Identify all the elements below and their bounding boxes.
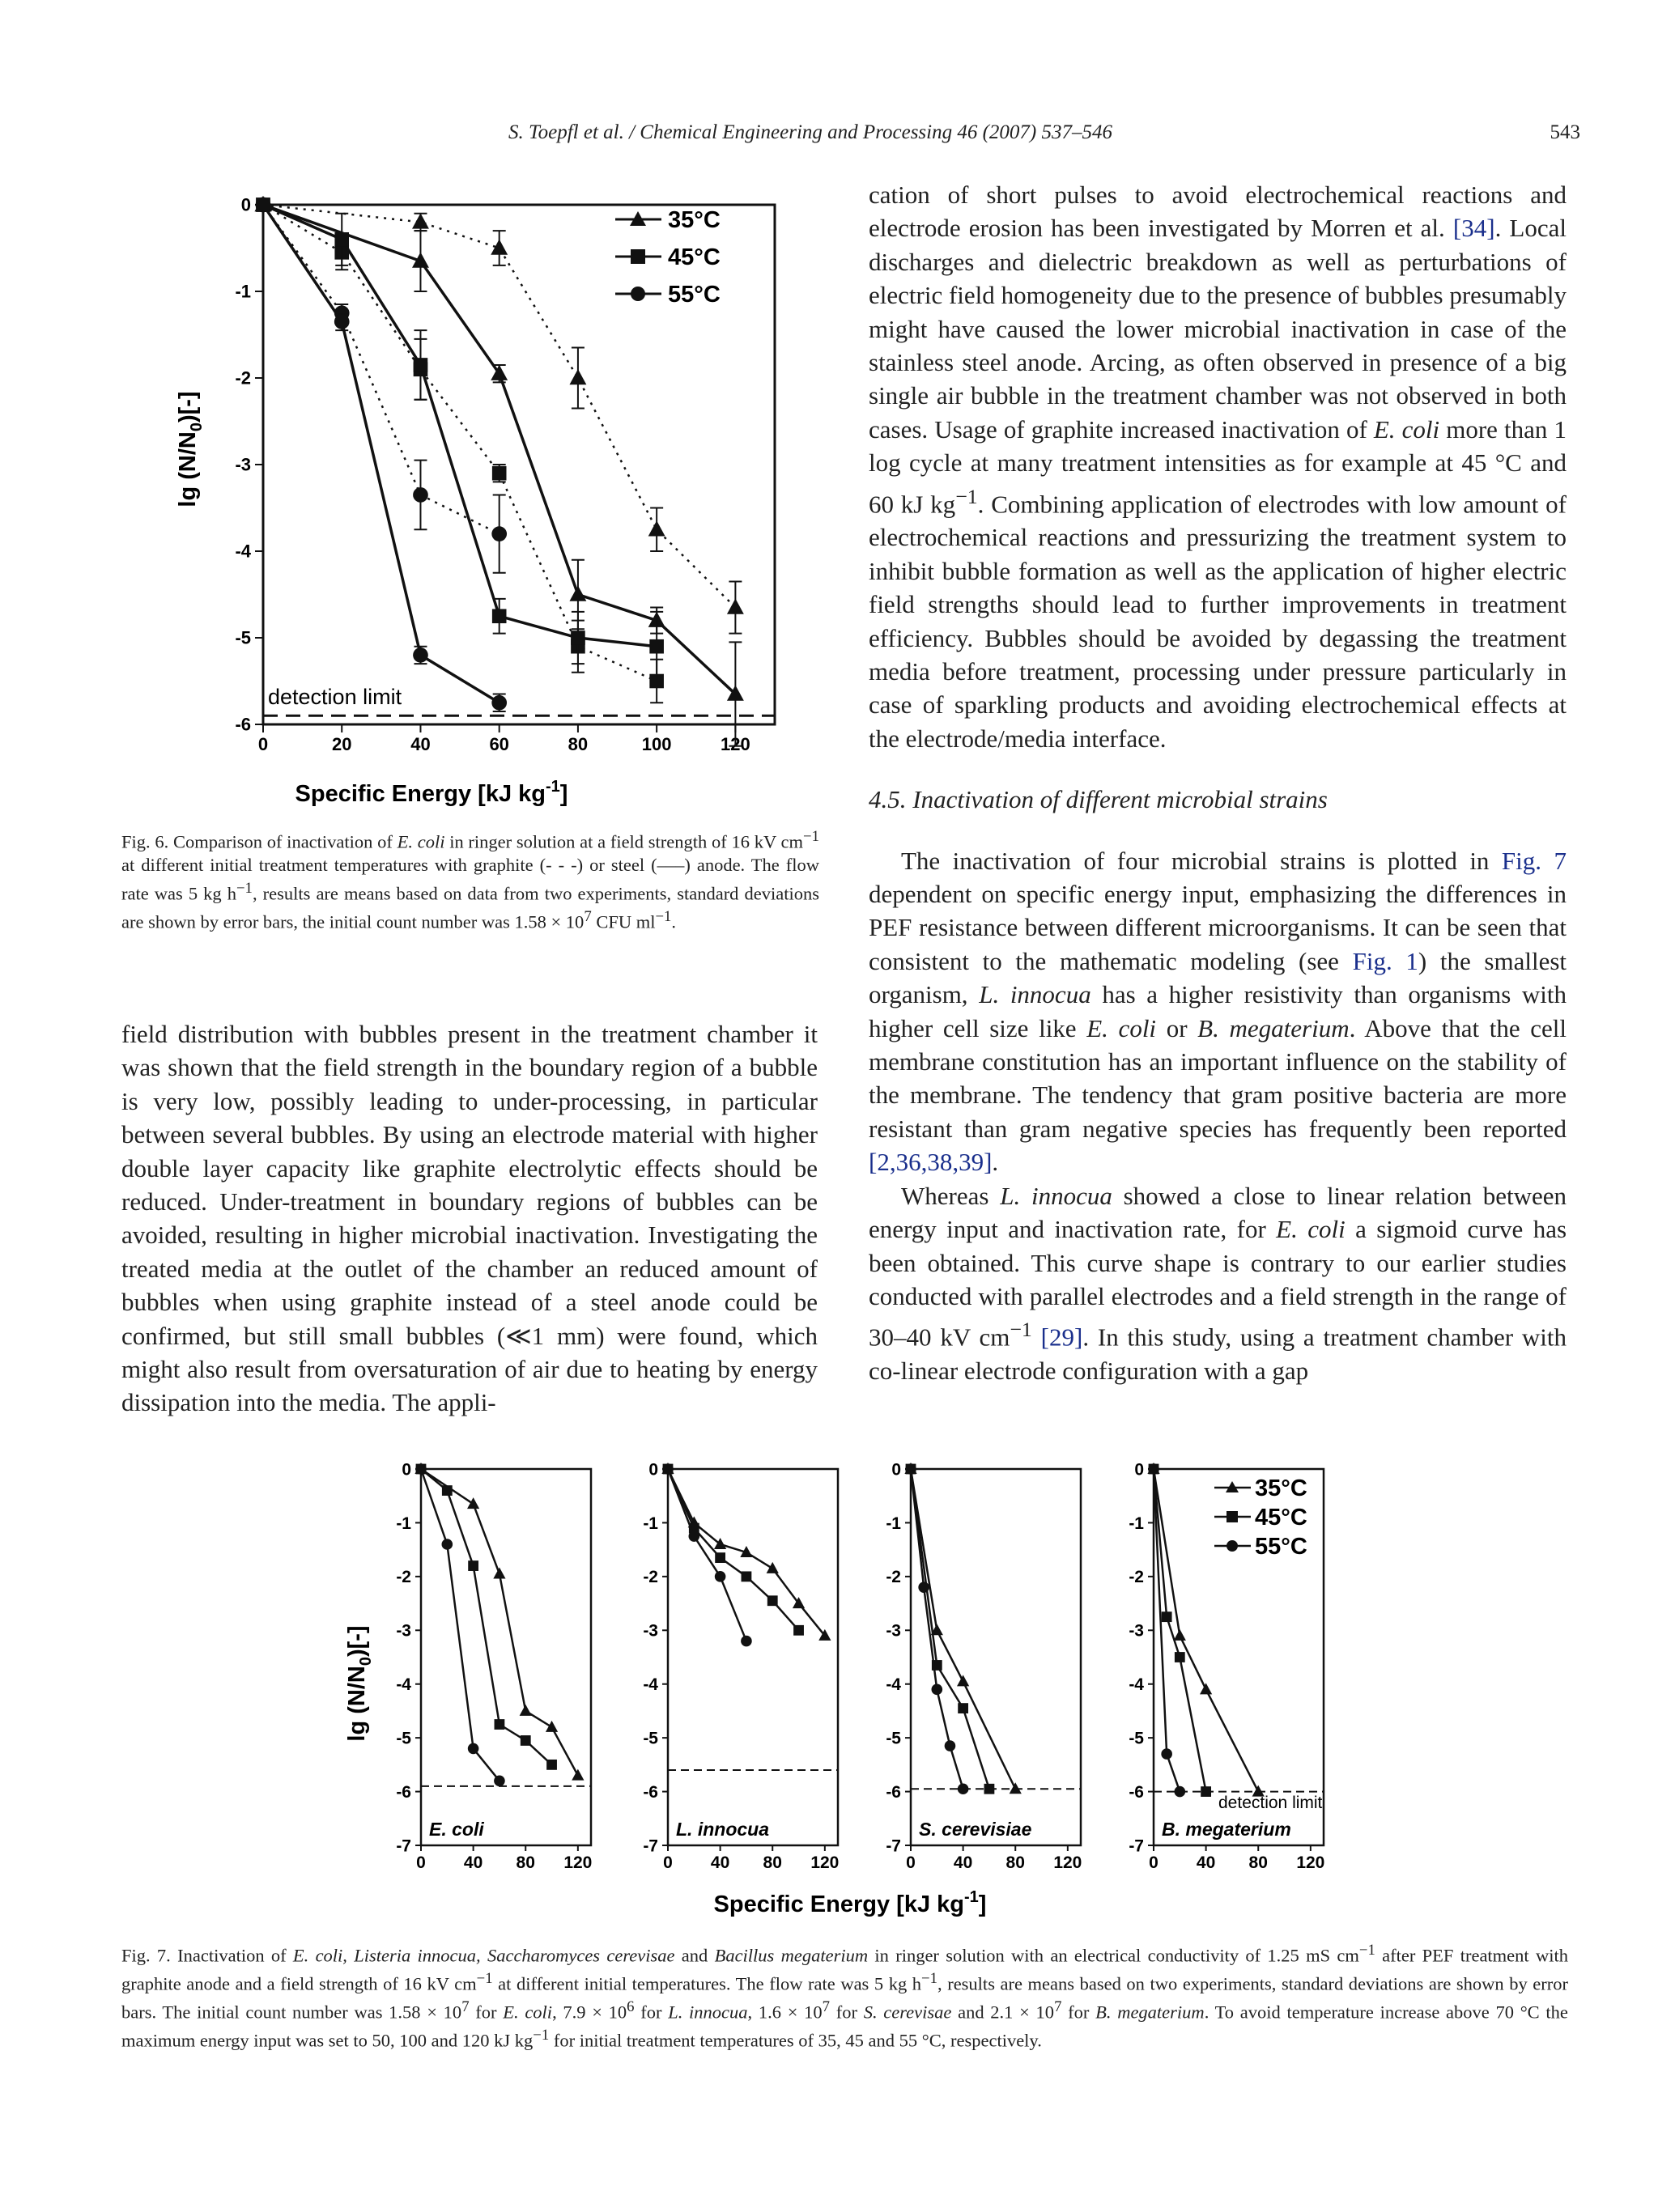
fig6-legend-55: 55°C bbox=[668, 282, 721, 308]
y-tick-label: -4 bbox=[643, 1675, 658, 1695]
y-tick-label: -4 bbox=[235, 541, 251, 562]
x-tick-label: 120 bbox=[1296, 1853, 1325, 1872]
fig7-legend-45: 45°C bbox=[1255, 1505, 1307, 1531]
figure-6-caption: Fig. 6. Comparison of inactivation of E. coli in ringer solution at a field strength of 16 kV $cm^{-1}$ at different initial treatment temperatures with graphite (- - -) or steel (–––) anode. The flow rate was 5 kg $h^{-1}$, results are means based on data from two experiments, standard deviations are shown by error bars, the initial count number was $1.58 \times 10^7$ CFU $ml^{-1}$. bbox=[121, 828, 819, 932]
panel-organism-label: E. coli bbox=[429, 1819, 484, 1840]
fig6-legend bbox=[615, 207, 721, 308]
y-tick-label: 0 bbox=[240, 194, 251, 215]
circle-marker-icon bbox=[1226, 1540, 1238, 1552]
x-tick-label: 80 bbox=[1005, 1853, 1025, 1872]
series-line bbox=[421, 1469, 552, 1764]
data-point bbox=[546, 1721, 558, 1732]
data-point bbox=[492, 609, 507, 623]
y-tick-label: -7 bbox=[886, 1836, 901, 1856]
fig6-ylabel: $\lg (N/N_0)[-]$ bbox=[175, 391, 206, 507]
data-point bbox=[569, 369, 586, 384]
y-tick-label: -2 bbox=[396, 1568, 411, 1587]
data-point bbox=[984, 1784, 995, 1794]
data-point bbox=[468, 1560, 478, 1571]
data-point bbox=[741, 1636, 752, 1647]
x-tick-label: 0 bbox=[1149, 1853, 1158, 1872]
ref-link-34[interactable]: [34] bbox=[1452, 214, 1495, 243]
figure-6-chart bbox=[174, 182, 801, 830]
data-point bbox=[793, 1625, 804, 1636]
x-tick-label: 60 bbox=[489, 734, 509, 754]
y-tick-label: -6 bbox=[396, 1782, 411, 1802]
data-point bbox=[491, 695, 507, 711]
y-tick-label: 0 bbox=[891, 1460, 901, 1480]
y-tick-label: 0 bbox=[648, 1460, 658, 1480]
paragraph: Whereas L. innocua showed a close to linear relation between energy input and inactivation rate, for E. coli a sigmoid curve has been obtained. This curve shape is contrary to our earlier studies conducted with parallel electrodes and a field strength in the range of 30–40 kV $cm^{-1}$ [29]. In this study, using a treatment chamber with co-linear electrode configuration with a gap bbox=[869, 1181, 1567, 1386]
page-header bbox=[0, 121, 1658, 154]
x-tick-label: 40 bbox=[953, 1853, 973, 1872]
data-point bbox=[958, 1783, 969, 1794]
x-tick-label: 20 bbox=[331, 734, 352, 754]
paragraph: The inactivation of four microbial strains is plotted in Fig. 7 dependent on specific energy input, emphasizing the differences in PEF resistance between different microorganisms. It can be seen that consistent to the mathematic modeling (see Fig. 1) the smallest organism, L. innocua has a higher resistivity than organisms with higher cell size like E. coli or B. megaterium. Above that the cell membrane constitution has an important influence on the stability of the membrane. The tendency that gram positive bacteria are more resistant than gram negative species has frequently been reported [2,36,38,39]. bbox=[869, 846, 1567, 1177]
data-point bbox=[413, 487, 428, 503]
data-point bbox=[492, 466, 507, 481]
data-point bbox=[414, 358, 428, 372]
left-column-text bbox=[121, 1017, 818, 1420]
data-point bbox=[918, 1582, 929, 1593]
y-tick-label: -1 bbox=[396, 1514, 411, 1533]
y-tick-label: -2 bbox=[886, 1568, 901, 1587]
fig7-legend-55: 55°C bbox=[1255, 1534, 1307, 1560]
fig6-detection-limit-label: detection limit bbox=[268, 685, 402, 709]
square-marker-icon bbox=[1226, 1511, 1238, 1522]
data-point bbox=[945, 1740, 956, 1751]
figure-7-chart bbox=[340, 1449, 1392, 1934]
data-point bbox=[521, 1735, 531, 1746]
y-tick-label: -6 bbox=[1129, 1782, 1144, 1802]
y-tick-label: -2 bbox=[235, 367, 251, 388]
data-point bbox=[958, 1703, 968, 1713]
data-point bbox=[1162, 1611, 1172, 1622]
y-tick-label: -1 bbox=[235, 281, 251, 302]
series-line bbox=[263, 205, 500, 703]
x-tick-label: 0 bbox=[906, 1853, 916, 1872]
data-point bbox=[1175, 1786, 1186, 1798]
data-point bbox=[442, 1485, 453, 1496]
data-point bbox=[1174, 1629, 1186, 1641]
x-tick-label: 80 bbox=[568, 734, 589, 754]
data-point bbox=[413, 647, 428, 663]
y-tick-label: 0 bbox=[1134, 1460, 1144, 1480]
data-point bbox=[662, 1463, 674, 1475]
x-tick-label: 120 bbox=[810, 1853, 840, 1872]
data-point bbox=[520, 1705, 532, 1716]
data-point bbox=[491, 526, 507, 541]
x-tick-label: 40 bbox=[710, 1853, 730, 1872]
plot-frame bbox=[421, 1469, 591, 1845]
paragraph: cation of short pulses to avoid electrochemical reactions and electrode erosion has been investigated by Morren et al. [34]. Local discharges and dielectric breakdown as well as perturbations of electric field homogeneity due to the presence of bubbles presumably might have caused the lower microbial inactivation in case of the stainless steel anode. Arcing, as often observed in presence of a big single air bubble in the treatment chamber was not observed in both cases. Usage of graphite increased inactivation of E. coli more than 1 log cycle at many treatment intensities as for example at 45 °C and 60 kJ $kg^{-1}$. Combining application of electrodes with low amount of electrochemical reactions and pressurizing the treatment system to inhibit bubble formation as well as the application of higher electric field strengths should lead to further improvements in treatment efficiency. Bubbles should be avoided by degassing the treatment media before treatment, processing under pressure particularly in case of sparkling products and avoiding electrochemical effects at the electrode/media interface. bbox=[869, 180, 1567, 753]
y-tick-label: -5 bbox=[396, 1729, 411, 1748]
data-point bbox=[415, 1463, 427, 1475]
data-point bbox=[495, 1719, 505, 1730]
y-tick-label: -7 bbox=[396, 1836, 411, 1856]
y-tick-label: -4 bbox=[396, 1675, 411, 1695]
series-line bbox=[263, 205, 657, 647]
data-point bbox=[905, 1463, 916, 1475]
data-point bbox=[648, 520, 665, 536]
y-tick-label: -3 bbox=[1129, 1621, 1144, 1641]
x-tick-label: 0 bbox=[416, 1853, 426, 1872]
data-point bbox=[1148, 1463, 1159, 1475]
y-tick-label: -3 bbox=[235, 454, 251, 475]
y-tick-label: 0 bbox=[402, 1460, 411, 1480]
data-point bbox=[468, 1743, 479, 1755]
y-tick-label: -3 bbox=[886, 1621, 901, 1641]
fig7-xlabel: Specific Energy [kJ $kg^{-1}$] bbox=[713, 1888, 987, 1917]
x-tick-label: 80 bbox=[763, 1853, 782, 1872]
data-point bbox=[493, 1568, 505, 1579]
data-point bbox=[689, 1531, 700, 1542]
x-tick-label: 120 bbox=[1053, 1853, 1082, 1872]
right-column-text bbox=[869, 178, 1567, 1387]
paragraph: field distribution with bubbles present in the treatment chamber it was shown that the field strength in the boundary region of a bubble is very low, possibly leading to under-processing, in particular between several bubbles. By using an electrode material with higher double layer capacity like graphite electrolytic effects should be reduced. Under-treatment in boundary regions of bubbles can be avoided, resulting in higher microbial inactivation. Investigating the treated media at the outlet of the chamber an reduced amount of bubbles when using graphite instead of a steel anode could be confirmed, but still small bubbles (≪1 mm) were found, which might also result from oversaturation of air due to heating by energy dissipation into the media. The appli- bbox=[121, 1020, 818, 1417]
data-point bbox=[334, 232, 349, 247]
x-tick-label: 40 bbox=[410, 734, 431, 754]
y-tick-label: -6 bbox=[235, 714, 251, 735]
y-tick-label: -3 bbox=[396, 1621, 411, 1641]
series-line bbox=[263, 205, 657, 681]
x-tick-label: 0 bbox=[257, 734, 269, 754]
x-tick-label: 0 bbox=[663, 1853, 673, 1872]
panel-organism-label: L. innocua bbox=[676, 1819, 769, 1840]
x-tick-label: 80 bbox=[1248, 1853, 1268, 1872]
data-point bbox=[1161, 1748, 1172, 1760]
y-tick-label: -2 bbox=[1129, 1568, 1144, 1587]
data-point bbox=[742, 1571, 752, 1582]
x-tick-label: 40 bbox=[1196, 1853, 1216, 1872]
data-point bbox=[569, 586, 586, 601]
data-point bbox=[571, 630, 585, 645]
fig1-link[interactable]: Fig. 1 bbox=[1352, 946, 1418, 975]
x-tick-label: 120 bbox=[563, 1853, 593, 1872]
data-point bbox=[467, 1497, 479, 1509]
series-line bbox=[421, 1469, 500, 1781]
y-tick-label: -6 bbox=[643, 1782, 658, 1802]
data-point bbox=[256, 197, 271, 213]
fig7-detection-limit-label: detection limit bbox=[1218, 1794, 1323, 1812]
page-number: 543 bbox=[1550, 121, 1580, 143]
fig6-legend-45: 45°C bbox=[668, 244, 721, 270]
data-point bbox=[442, 1539, 453, 1550]
section-heading: 4.5. Inactivation of different microbial strains bbox=[869, 785, 1328, 814]
data-point bbox=[767, 1595, 778, 1606]
y-tick-label: -7 bbox=[1129, 1836, 1144, 1856]
journal-reference: S. Toepfl et al. / Chemical Engineering and Processing 46 (2007) 537–546 bbox=[508, 121, 1112, 143]
y-tick-label: -2 bbox=[643, 1568, 658, 1587]
x-tick-label: 120 bbox=[721, 734, 750, 754]
figure-7-caption: Fig. 7. Inactivation of E. coli, Listeria innocua, Saccharomyces cerevisae and Bacillus megaterium in ringer solution with an electrical conductivity of 1.25 mS $cm^{-1}$ after PEF treatment with graphite anode and a field strength of 16 kV $cm^{-1}$ at different initial temperatures. The flow rate was 5 kg $h^{-1}$, results are means based on two experiments, standard deviations are shown by error bars. The initial count number was $1.58 \times 10^7$ for E. coli, $7.9 \times 10^6$ for L. innocua, $1.6 \times 10^7$ for S. cerevisae and $2.1 \times 10^7$ for B. megaterium. To avoid temperature increase above 70 °C the maximum energy input was set to 50, 100 and 120 kJ $kg^{-1}$ for initial treatment temperatures of 35, 45 and 55 °C, respectively. bbox=[121, 1942, 1568, 2051]
y-tick-label: -1 bbox=[643, 1514, 658, 1533]
x-tick-label: 80 bbox=[516, 1853, 535, 1872]
fig6-xlabel: Specific Energy [kJ $kg^{-1}$] bbox=[295, 778, 568, 807]
y-tick-label: -1 bbox=[1129, 1514, 1144, 1533]
ref-link-29[interactable]: [29] bbox=[1040, 1323, 1083, 1352]
circle-marker-icon bbox=[631, 287, 645, 301]
data-point bbox=[494, 1775, 505, 1786]
data-point bbox=[932, 1684, 943, 1696]
x-tick-label: 40 bbox=[463, 1853, 483, 1872]
y-tick-label: -1 bbox=[886, 1514, 901, 1533]
data-point bbox=[1200, 1683, 1212, 1694]
y-tick-label: -5 bbox=[886, 1729, 901, 1748]
data-point bbox=[572, 1769, 584, 1781]
data-point bbox=[767, 1562, 779, 1573]
y-tick-label: -5 bbox=[1129, 1729, 1144, 1748]
data-point bbox=[957, 1675, 969, 1686]
data-point bbox=[546, 1760, 557, 1770]
y-tick-label: -5 bbox=[643, 1729, 658, 1748]
fig7-legend-35: 35°C bbox=[1255, 1475, 1307, 1501]
data-point bbox=[715, 1552, 725, 1563]
panel-organism-label: S. cerevisiae bbox=[919, 1819, 1032, 1840]
y-tick-label: -3 bbox=[643, 1621, 658, 1641]
fig7-ylabel: $\lg (N/N_0)[-]$ bbox=[344, 1625, 375, 1742]
data-point bbox=[412, 213, 429, 228]
y-tick-label: -4 bbox=[886, 1675, 901, 1695]
y-tick-label: -4 bbox=[1129, 1675, 1144, 1695]
y-tick-label: -7 bbox=[643, 1836, 658, 1856]
y-tick-label: -6 bbox=[886, 1782, 901, 1802]
x-tick-label: 100 bbox=[641, 734, 672, 754]
series-line bbox=[911, 1469, 1015, 1789]
data-point bbox=[649, 639, 664, 654]
data-point bbox=[715, 1571, 726, 1582]
data-point bbox=[1175, 1652, 1185, 1662]
data-point bbox=[334, 314, 350, 329]
refs-link[interactable]: [2,36,38,39] bbox=[869, 1148, 993, 1177]
y-tick-label: -5 bbox=[235, 627, 251, 648]
square-marker-icon bbox=[631, 249, 645, 264]
data-point bbox=[1201, 1786, 1211, 1797]
fig7-legend bbox=[1214, 1475, 1307, 1560]
panel-organism-label: B. megaterium bbox=[1162, 1819, 1291, 1840]
fig7-link[interactable]: Fig. 7 bbox=[1501, 846, 1567, 875]
fig6-legend-35: 35°C bbox=[668, 207, 721, 233]
